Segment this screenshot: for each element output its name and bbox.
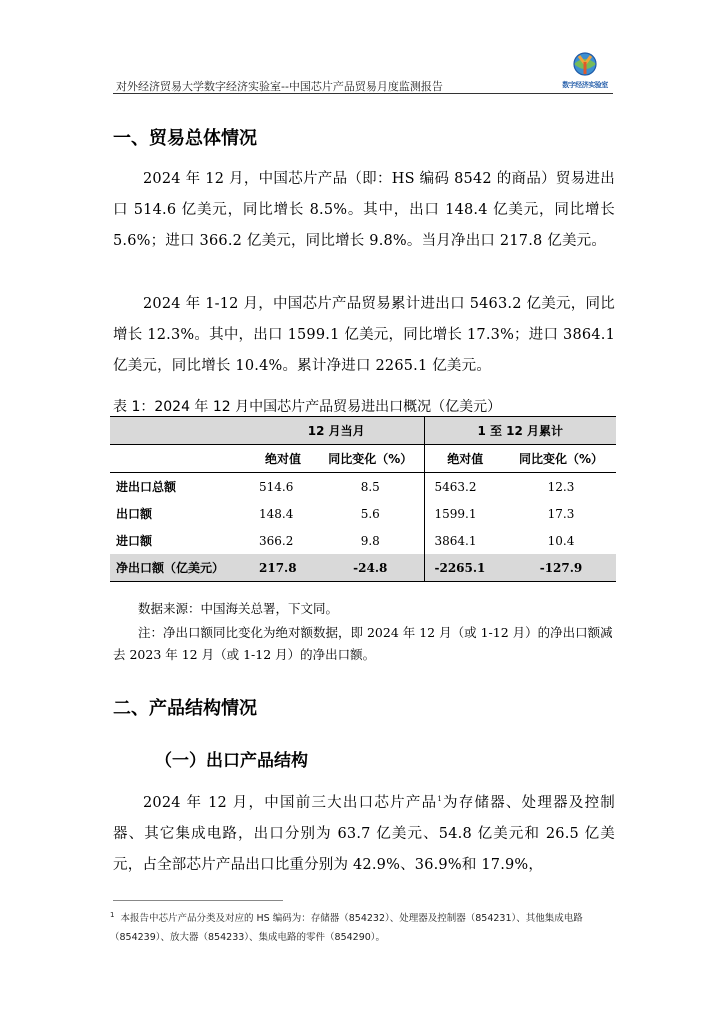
row-label: 净出口额（亿美元） (110, 554, 249, 582)
section-heading-overall: 一、贸易总体情况 (113, 128, 257, 149)
paragraph-monthly-summary: 2024 年 12 月，中国芯片产品（即：HS 编码 8542 的商品）贸易进出口 514.6 亿美元，同比增长 8.5%。其中，出口 148.4 亿美元，同比增长 5.6%；进口 366.2 亿美元，同比增长 9.8%。当月净出口 217.8 亿美元。 (113, 171, 615, 249)
cell-monthly-abs: 217.8 (249, 554, 317, 582)
report-header-title: 对外经济贸易大学数字经济实验室--中国芯片产品贸易月度监测报告 (116, 80, 443, 93)
footnote-ref[interactable]: 1 (437, 795, 442, 803)
cell-monthly-yoy: -24.8 (317, 554, 424, 582)
table-source-note: 数据来源：中国海关总署，下文同。 (138, 601, 339, 616)
header-divider (113, 93, 613, 94)
table-footnote: 注：净出口额同比变化为绝对额数据，即 2024 年 12 月（或 1-12 月）的净出口额减去 2023 年 12 月（或 1-12 月）的净出口额。 (113, 625, 613, 662)
paragraph-text-start: 2024 年 12 月，中国前三大出口芯片产品 (143, 794, 438, 811)
cell-cumulative-yoy: -127.9 (506, 554, 616, 582)
table-caption: 表 1：2024 年 12 月中国芯片产品贸易进出口概况（亿美元） (113, 399, 502, 415)
paragraph-export-structure (113, 784, 615, 881)
col-header-monthly-abs: 绝对值 (249, 445, 317, 473)
table-row (110, 527, 616, 554)
paragraph-text-end: 为存储器、处理器及控制器、其它集成电路，出口分别为 63.7 亿美元、54.8 亿美元和 26.5 亿美元，占全部芯片产品出口比重分别为 42.9%、36.9%和 17.9%， (113, 794, 616, 873)
cell-cumulative-abs: 3864.1 (424, 527, 506, 554)
group-header-cumulative: 1 至 12 月累计 (424, 417, 616, 445)
cell-monthly-yoy: 8.5 (360, 479, 380, 494)
col-header-cumulative-yoy: 同比变化（%） (506, 445, 616, 473)
logo-text: 数字经济实验室 (562, 81, 608, 89)
cell-cumulative-abs: 1599.1 (424, 500, 506, 527)
row-label: 出口额 (116, 507, 153, 521)
cell-cumulative-yoy: 12.3 (547, 479, 575, 494)
row-label: 进口额 (116, 534, 153, 548)
globe-icon (553, 50, 617, 80)
table-corner-cell (110, 445, 249, 473)
cell-cumulative-abs: 5463.2 (424, 473, 506, 501)
footnote (110, 906, 620, 947)
footnote-divider (113, 900, 283, 901)
subsection-heading-export: （一）出口产品结构 (155, 751, 308, 771)
cell-cumulative-yoy: 17.3 (547, 506, 575, 521)
table-header-row-1 (110, 417, 616, 445)
lab-logo (553, 50, 617, 92)
cell-monthly-abs: 366.2 (259, 533, 294, 548)
trade-summary-table (110, 416, 616, 582)
footnote-mark: 1 (110, 911, 115, 919)
table-corner-cell (110, 417, 249, 445)
cell-cumulative-yoy: 10.4 (547, 533, 575, 548)
group-header-monthly: 12 月当月 (249, 417, 424, 445)
col-header-monthly-yoy: 同比变化（%） (317, 445, 424, 473)
col-header-cumulative-abs: 绝对值 (424, 445, 506, 473)
table-row-net-export (110, 554, 616, 582)
paragraph-cumulative-summary: 2024 年 1-12 月，中国芯片产品贸易累计进出口 5463.2 亿美元，同比增长 12.3%。其中，出口 1599.1 亿美元，同比增长 17.3%；进口 3864.1 亿美元，同比增长 10.4%。累计净进口 2265.1 亿美元。 (113, 296, 615, 374)
cell-cumulative-abs: -2265.1 (424, 554, 506, 582)
cell-monthly-abs: 148.4 (259, 506, 294, 521)
cell-monthly-yoy: 5.6 (360, 506, 380, 521)
row-label: 进出口总额 (116, 480, 177, 494)
cell-monthly-abs: 514.6 (259, 479, 294, 494)
cell-monthly-yoy: 9.8 (360, 533, 380, 548)
footnote-text: 本报告中芯片产品分类及对应的 HS 编码为：存储器（854232）、处理器及控制器（854231）、其他集成电路（854239）、放大器（854233）、集成电路的零件（854290）。 (110, 913, 583, 944)
section-heading-structure: 二、产品结构情况 (113, 698, 257, 719)
table-row (110, 473, 616, 501)
table-row (110, 500, 616, 527)
table-header-row-2 (110, 445, 616, 473)
